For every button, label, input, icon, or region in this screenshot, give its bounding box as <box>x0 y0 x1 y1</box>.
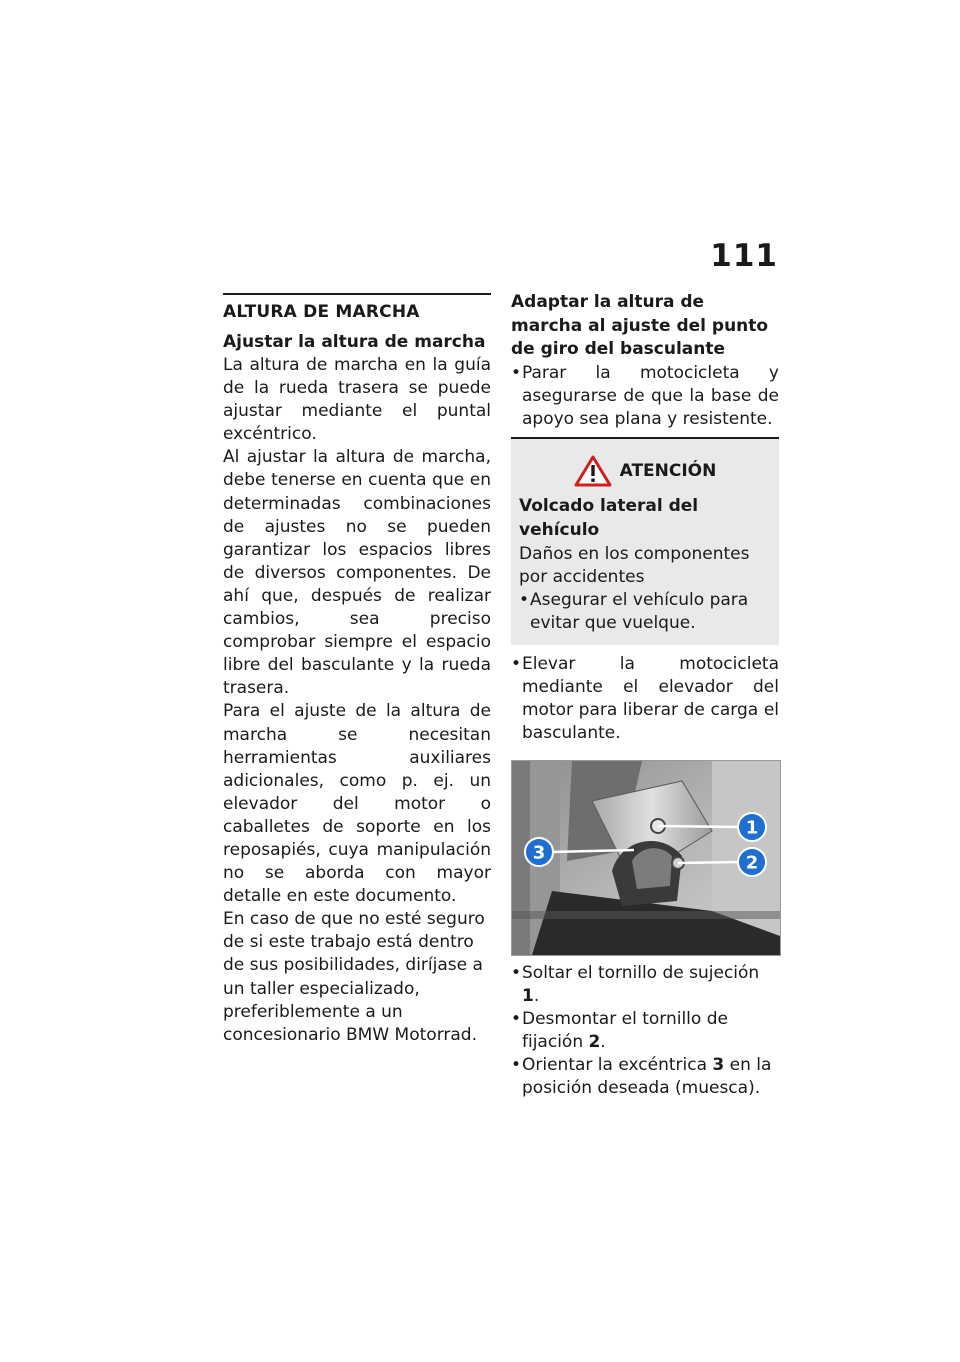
callout-1 <box>738 813 766 841</box>
warning-text: Daños en los componentes por accidentes <box>519 543 750 587</box>
bullet-icon: • <box>511 363 522 384</box>
warning-header <box>519 455 771 487</box>
callout-3 <box>525 838 553 866</box>
swingarm-photo <box>511 760 781 956</box>
swingarm-photo-graphic <box>512 761 780 955</box>
paragraph-4: En caso de que no esté seguro de si este trabajo está dentro de sus posibilidades, diríjase a un taller especializado, preferiblemente a un concesionario BMW Motorrad. <box>223 909 485 1045</box>
page-number: 111 <box>710 238 778 274</box>
svg-text:2: 2 <box>745 852 759 874</box>
bullet-text: Orientar la excéntrica 3 en la posición deseada (muesca). <box>522 1054 772 1099</box>
steps-list <box>511 962 779 1101</box>
svg-text:1: 1 <box>745 817 759 839</box>
list-item <box>511 962 779 1008</box>
warning-subhead: Volcado lateral del vehículo <box>519 496 699 541</box>
list-item <box>511 362 779 431</box>
warning-title: ATENCIÓN <box>619 461 717 482</box>
bullet-text: Parar la motocicleta y asegurarse de que la base de apoyo sea plana y resistente. <box>522 363 779 430</box>
list-item <box>511 1008 779 1054</box>
paragraph-2: Al ajustar la altura de marcha, debe tenerse en cuenta que en determinadas combinaciones de ajustes no se pueden garantizar los espacios libres de diversos componentes. De ahí que, después de realizar cambios, sea preciso comprobar siempre el espacio libre del basculante y la rueda trasera. <box>223 447 491 699</box>
section-title: ALTURA DE MARCHA <box>223 302 420 322</box>
list-item <box>511 653 779 745</box>
bullet-icon: • <box>511 1008 522 1029</box>
bullet-text: Elevar la motocicleta mediante el elevador del motor para liberar de carga el basculante. <box>522 654 779 744</box>
paragraph-3: Para el ajuste de la altura de marcha se necesitan herramientas auxiliares adicionales, como p. ej. un elevador del motor o caballetes de soporte en los reposapiés, cuya manipulación no se aborda con mayor detalle en este documento. <box>223 701 491 907</box>
bullet-icon: • <box>511 962 522 983</box>
bullet-text: Desmontar el tornillo de fijación 2. <box>522 1008 728 1052</box>
paragraph-1: La altura de marcha en la guía de la rueda trasera se puede ajustar mediante el puntal excéntrico. <box>223 355 491 445</box>
bullet-icon: • <box>511 654 522 675</box>
bullet-text: Soltar el tornillo de sujeción 1. <box>522 962 760 1006</box>
bullet-icon: • <box>511 1054 522 1075</box>
svg-text:3: 3 <box>532 842 546 864</box>
warning-triangle-icon <box>574 455 612 487</box>
subhead-adapt: Adaptar la altura de marcha al ajuste del punto de giro del basculante <box>511 292 769 360</box>
subhead-adjust: Ajustar la altura de marcha <box>223 332 486 352</box>
warning-box <box>511 439 779 645</box>
section-rule <box>223 293 491 295</box>
list-item <box>519 589 771 635</box>
list-item <box>511 1054 779 1100</box>
bullet-icon: • <box>519 589 530 610</box>
left-column <box>223 293 491 1047</box>
bullet-text: Asegurar el vehículo para evitar que vuelque. <box>530 589 749 634</box>
callout-2 <box>738 848 766 876</box>
right-column <box>511 291 779 1100</box>
